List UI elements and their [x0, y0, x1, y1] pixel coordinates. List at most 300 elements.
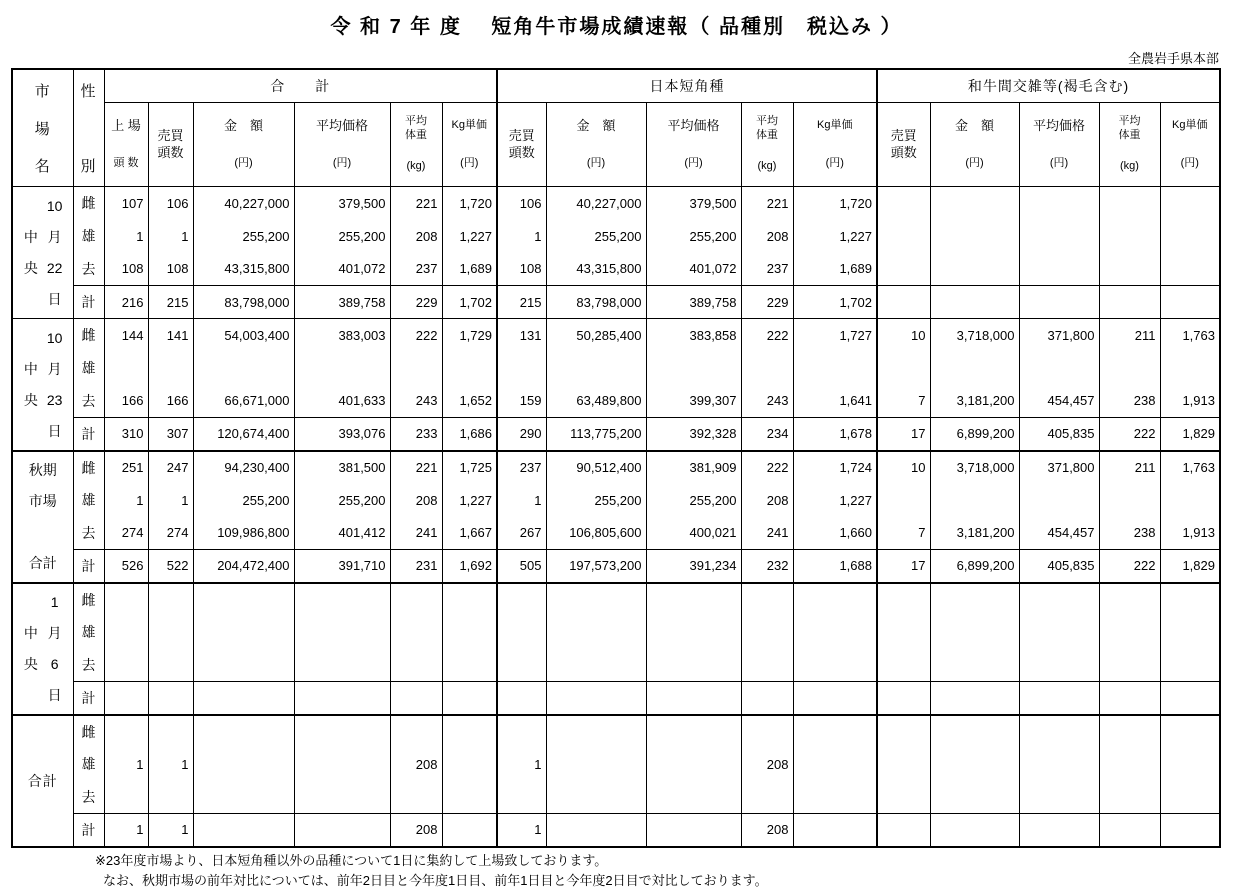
label-line: 平均価格	[1032, 118, 1085, 133]
header-char: 別	[80, 158, 97, 175]
data-cell: 255,200	[193, 484, 294, 517]
data-cell: 1,725	[442, 451, 497, 484]
sex-cell: 去	[73, 781, 104, 814]
data-cell	[793, 649, 877, 682]
column-header-text	[149, 107, 193, 183]
data-cell: 392,328	[646, 418, 741, 451]
column-header-unit	[1050, 157, 1068, 171]
column-header-label	[224, 118, 263, 134]
data-cell	[1160, 484, 1220, 517]
data-cell: 215	[497, 286, 546, 319]
table-row	[12, 814, 1220, 847]
market-name-header-text	[13, 72, 73, 184]
sex-header	[73, 69, 104, 187]
data-cell	[104, 583, 148, 616]
data-cell	[148, 352, 193, 385]
data-cell	[877, 220, 930, 253]
data-cell	[877, 781, 930, 814]
column-header	[193, 103, 294, 187]
data-cell: 1,227	[793, 220, 877, 253]
market-name-row	[19, 222, 67, 253]
column-header-label	[891, 128, 917, 161]
data-cell: 43,315,800	[193, 253, 294, 286]
column-header-unit	[587, 157, 605, 171]
data-cell	[1019, 748, 1099, 781]
column-header-text	[647, 107, 741, 183]
data-cell	[546, 616, 646, 649]
data-cell	[1099, 286, 1160, 319]
data-cell: 310	[104, 418, 148, 451]
data-cell	[1099, 187, 1160, 220]
label-line: 頭数	[508, 144, 535, 160]
data-cell: 222	[741, 319, 793, 352]
data-cell: 113,775,200	[546, 418, 646, 451]
data-cell	[793, 715, 877, 748]
data-cell: 399,307	[646, 385, 741, 418]
data-cell	[1160, 286, 1220, 319]
market-cell	[12, 319, 73, 451]
label-line: 金 額	[223, 118, 263, 133]
column-header-label	[509, 128, 535, 161]
data-cell	[1160, 616, 1220, 649]
data-cell: 1	[104, 748, 148, 781]
data-cell	[104, 715, 148, 748]
data-cell	[793, 583, 877, 616]
table-row	[12, 253, 1220, 286]
data-cell: 400,021	[646, 517, 741, 550]
data-cell: 6,899,200	[930, 550, 1019, 583]
data-cell	[1099, 715, 1160, 748]
data-cell	[546, 748, 646, 781]
data-cell: 43,315,800	[546, 253, 646, 286]
data-cell	[497, 715, 546, 748]
data-cell: 391,234	[646, 550, 741, 583]
data-cell	[1099, 253, 1160, 286]
data-cell	[1019, 352, 1099, 385]
market-name-row	[19, 284, 67, 315]
data-cell	[1019, 220, 1099, 253]
data-cell: 381,909	[646, 451, 741, 484]
sex-cell: 雌	[73, 187, 104, 220]
data-cell	[497, 352, 546, 385]
data-cell: 1,829	[1160, 418, 1220, 451]
data-cell: 1,688	[793, 550, 877, 583]
column-header	[1160, 103, 1220, 187]
label-line: Kg単価	[817, 118, 853, 131]
sex-cell: 計	[73, 418, 104, 451]
market-name-line: 秋期	[28, 462, 57, 478]
data-cell	[877, 484, 930, 517]
column-header	[294, 103, 390, 187]
column-header-unit	[460, 157, 478, 171]
data-cell	[1160, 814, 1220, 847]
data-cell: 83,798,000	[546, 286, 646, 319]
market-name-char: 央	[23, 656, 38, 672]
page-title: 令 和 7 年 度 短角牛市場成績速報（ 品種別 税込み ）	[330, 16, 903, 38]
column-header-text	[105, 107, 148, 183]
data-cell: 251	[104, 451, 148, 484]
data-cell: 526	[104, 550, 148, 583]
data-cell: 405,835	[1019, 550, 1099, 583]
column-header-label	[157, 128, 183, 161]
table-row	[12, 583, 1220, 616]
data-cell	[793, 814, 877, 847]
sex-cell: 雌	[73, 451, 104, 484]
data-cell: 389,758	[646, 286, 741, 319]
data-cell	[1019, 616, 1099, 649]
data-cell: 237	[741, 253, 793, 286]
data-cell: 222	[741, 451, 793, 484]
data-cell	[930, 583, 1019, 616]
data-cell	[930, 616, 1019, 649]
market-name-line	[13, 517, 73, 548]
footnotes	[95, 851, 768, 891]
market-cell	[12, 715, 73, 847]
data-cell: 255,200	[646, 220, 741, 253]
column-header-label	[111, 118, 141, 134]
column-header-text	[794, 107, 877, 183]
data-cell: 381,500	[294, 451, 390, 484]
data-cell	[442, 715, 497, 748]
column-header-text	[1100, 107, 1160, 183]
label-line: 平均	[405, 115, 427, 128]
data-cell	[930, 715, 1019, 748]
data-cell: 208	[741, 748, 793, 781]
table-row	[12, 418, 1220, 451]
label-line: 頭数	[157, 144, 184, 160]
data-cell: 522	[148, 550, 193, 583]
data-cell	[294, 616, 390, 649]
data-cell: 208	[741, 220, 793, 253]
data-cell: 1,689	[442, 253, 497, 286]
table-header	[12, 69, 1220, 187]
data-cell: 274	[148, 517, 193, 550]
data-cell	[104, 616, 148, 649]
sex-cell: 去	[73, 517, 104, 550]
data-cell: 208	[390, 748, 442, 781]
unit-line: (kg)	[1120, 160, 1139, 173]
data-cell	[193, 748, 294, 781]
column-header	[104, 103, 148, 187]
data-cell	[793, 682, 877, 715]
data-cell: 1	[104, 220, 148, 253]
data-cell: 255,200	[193, 220, 294, 253]
data-cell: 393,076	[294, 418, 390, 451]
data-cell	[104, 649, 148, 682]
data-cell	[793, 748, 877, 781]
data-cell: 1,227	[442, 220, 497, 253]
data-cell: 1,720	[442, 187, 497, 220]
data-cell: 94,230,400	[193, 451, 294, 484]
data-cell: 1,227	[793, 484, 877, 517]
data-cell	[930, 253, 1019, 286]
data-cell: 247	[148, 451, 193, 484]
market-cell	[12, 583, 73, 715]
data-cell	[1099, 748, 1160, 781]
data-cell: 1,724	[793, 451, 877, 484]
data-cell	[1160, 682, 1220, 715]
data-cell	[442, 649, 497, 682]
data-cell	[148, 682, 193, 715]
sex-cell: 雄	[73, 616, 104, 649]
data-cell: 1,913	[1160, 517, 1220, 550]
data-cell: 106	[148, 187, 193, 220]
sex-cell: 雄	[73, 748, 104, 781]
column-header-text	[194, 107, 294, 183]
column-header-text	[742, 107, 793, 183]
table-row	[12, 682, 1220, 715]
data-cell	[294, 748, 390, 781]
data-cell	[793, 781, 877, 814]
data-cell: 3,181,200	[930, 517, 1019, 550]
data-cell	[390, 781, 442, 814]
data-cell	[148, 616, 193, 649]
data-cell	[793, 616, 877, 649]
market-name-row	[19, 322, 67, 353]
column-header-unit	[684, 157, 702, 171]
data-cell: 7	[877, 385, 930, 418]
column-header	[741, 103, 793, 187]
data-cell	[877, 649, 930, 682]
data-cell	[1099, 583, 1160, 616]
column-header-label	[667, 118, 719, 134]
sex-cell: 計	[73, 550, 104, 583]
sex-cell: 計	[73, 286, 104, 319]
data-cell: 106	[497, 187, 546, 220]
table-row	[12, 550, 1220, 583]
data-cell: 1,686	[442, 418, 497, 451]
data-cell: 401,072	[646, 253, 741, 286]
market-results-table	[11, 68, 1221, 848]
data-cell	[646, 583, 741, 616]
data-cell	[646, 352, 741, 385]
data-cell: 1	[148, 484, 193, 517]
data-cell: 216	[104, 286, 148, 319]
table-row	[12, 385, 1220, 418]
data-cell	[877, 583, 930, 616]
data-cell	[930, 649, 1019, 682]
column-header	[877, 103, 930, 187]
table-row	[12, 286, 1220, 319]
label-line: 平均	[1118, 115, 1141, 128]
unit-line: (円)	[965, 157, 984, 170]
unit-line: (kg)	[757, 160, 777, 173]
data-cell: 255,200	[546, 220, 646, 253]
data-cell: 6,899,200	[930, 418, 1019, 451]
data-cell	[442, 682, 497, 715]
data-cell: 221	[741, 187, 793, 220]
data-cell	[877, 253, 930, 286]
data-cell	[546, 781, 646, 814]
column-header	[1019, 103, 1099, 187]
data-cell	[546, 715, 646, 748]
column-header-unit	[407, 160, 426, 174]
data-cell	[930, 187, 1019, 220]
market-cell	[12, 187, 73, 319]
header-group-row	[12, 69, 1220, 103]
market-name-line: 合計	[28, 555, 57, 571]
market-name-char: 央	[23, 260, 38, 276]
data-cell: 401,072	[294, 253, 390, 286]
data-cell	[1019, 682, 1099, 715]
data-cell: 222	[390, 319, 442, 352]
market-name-row	[19, 253, 67, 284]
table-row	[12, 715, 1220, 748]
column-header-label	[1033, 118, 1085, 134]
data-cell	[1019, 484, 1099, 517]
label-line: 売買	[890, 128, 917, 144]
data-cell: 1,652	[442, 385, 497, 418]
data-cell: 255,200	[294, 484, 390, 517]
data-cell	[294, 682, 390, 715]
data-cell	[294, 649, 390, 682]
data-cell: 1,763	[1160, 319, 1220, 352]
data-cell: 232	[741, 550, 793, 583]
data-cell	[877, 748, 930, 781]
data-cell: 17	[877, 550, 930, 583]
column-header-text	[391, 107, 442, 183]
column-header	[793, 103, 877, 187]
data-cell	[546, 352, 646, 385]
data-cell: 237	[390, 253, 442, 286]
data-cell	[930, 748, 1019, 781]
data-cell	[193, 352, 294, 385]
market-name-char: 月	[47, 625, 62, 641]
market-name-char: 央	[23, 391, 38, 408]
data-cell: 383,858	[646, 319, 741, 352]
label-line: 頭数	[890, 144, 917, 160]
market-name-char: 10	[46, 198, 63, 214]
column-header-label	[1172, 119, 1207, 133]
data-cell: 234	[741, 418, 793, 451]
table-row	[12, 187, 1220, 220]
column-header-text	[443, 107, 497, 183]
data-cell: 1,720	[793, 187, 877, 220]
header-char: 名	[34, 158, 51, 175]
data-cell: 454,457	[1019, 385, 1099, 418]
column-header-label	[756, 115, 778, 143]
market-name-char: 月	[47, 229, 62, 245]
data-cell	[1160, 715, 1220, 748]
data-cell	[646, 682, 741, 715]
market-name-row	[19, 191, 67, 222]
data-cell	[497, 616, 546, 649]
data-cell	[294, 352, 390, 385]
data-cell	[193, 583, 294, 616]
data-cell: 215	[148, 286, 193, 319]
data-cell: 222	[1099, 550, 1160, 583]
data-cell: 90,512,400	[546, 451, 646, 484]
data-cell	[1099, 352, 1160, 385]
data-cell: 1,641	[793, 385, 877, 418]
sex-cell: 去	[73, 253, 104, 286]
data-cell	[390, 583, 442, 616]
column-header-text	[547, 107, 646, 183]
data-cell: 1,660	[793, 517, 877, 550]
data-cell: 208	[741, 814, 793, 847]
data-cell	[1019, 187, 1099, 220]
data-cell	[646, 616, 741, 649]
sex-cell: 雌	[73, 319, 104, 352]
data-cell	[546, 583, 646, 616]
label-line: 体重	[405, 128, 427, 141]
data-cell: 1,727	[793, 319, 877, 352]
label-line: 平均	[756, 115, 778, 128]
data-cell	[1099, 781, 1160, 814]
data-cell: 505	[497, 550, 546, 583]
data-cell	[741, 352, 793, 385]
data-cell	[877, 352, 930, 385]
data-cell	[1099, 484, 1160, 517]
label-line: 金 額	[576, 118, 616, 133]
data-cell: 1,763	[1160, 451, 1220, 484]
data-cell: 40,227,000	[546, 187, 646, 220]
data-cell: 106,805,600	[546, 517, 646, 550]
data-cell	[148, 715, 193, 748]
data-cell	[1160, 253, 1220, 286]
data-cell	[390, 352, 442, 385]
data-cell: 208	[390, 814, 442, 847]
footnote-line-1: ※23年度市場より、日本短角種以外の品種について1日に集約して上場致しております。	[95, 853, 608, 868]
data-cell	[294, 781, 390, 814]
data-cell	[1160, 583, 1220, 616]
data-cell	[390, 616, 442, 649]
market-cell	[12, 451, 73, 583]
column-header-text	[498, 107, 546, 183]
data-cell	[877, 814, 930, 847]
market-name-header	[12, 69, 73, 187]
data-cell: 221	[390, 187, 442, 220]
data-cell	[1019, 286, 1099, 319]
data-cell: 1	[104, 814, 148, 847]
column-header-label	[405, 115, 427, 143]
data-cell: 405,835	[1019, 418, 1099, 451]
column-header-unit	[758, 160, 777, 174]
data-cell	[741, 682, 793, 715]
data-cell: 204,472,400	[193, 550, 294, 583]
column-header-label	[576, 118, 615, 134]
data-cell: 1,227	[442, 484, 497, 517]
market-name: 合計	[27, 772, 58, 789]
data-cell: 222	[1099, 418, 1160, 451]
column-header	[148, 103, 193, 187]
sex-cell: 去	[73, 385, 104, 418]
data-cell: 229	[390, 286, 442, 319]
data-cell	[930, 286, 1019, 319]
data-cell: 1,829	[1160, 550, 1220, 583]
market-name-char: 日	[47, 687, 62, 703]
data-cell	[442, 352, 497, 385]
data-cell	[646, 814, 741, 847]
data-cell: 197,573,200	[546, 550, 646, 583]
data-cell	[390, 649, 442, 682]
data-cell: 379,500	[646, 187, 741, 220]
header-char: 性	[80, 83, 97, 100]
data-cell: 255,200	[546, 484, 646, 517]
column-header	[646, 103, 741, 187]
data-cell: 1,702	[793, 286, 877, 319]
data-cell: 7	[877, 517, 930, 550]
column-header-text	[878, 107, 930, 183]
data-cell	[1160, 187, 1220, 220]
data-cell	[1019, 814, 1099, 847]
column-header-label	[1119, 115, 1141, 143]
market-name	[13, 189, 73, 317]
table-row	[12, 781, 1220, 814]
sex-cell: 雄	[73, 220, 104, 253]
data-cell	[1099, 682, 1160, 715]
data-cell: 131	[497, 319, 546, 352]
